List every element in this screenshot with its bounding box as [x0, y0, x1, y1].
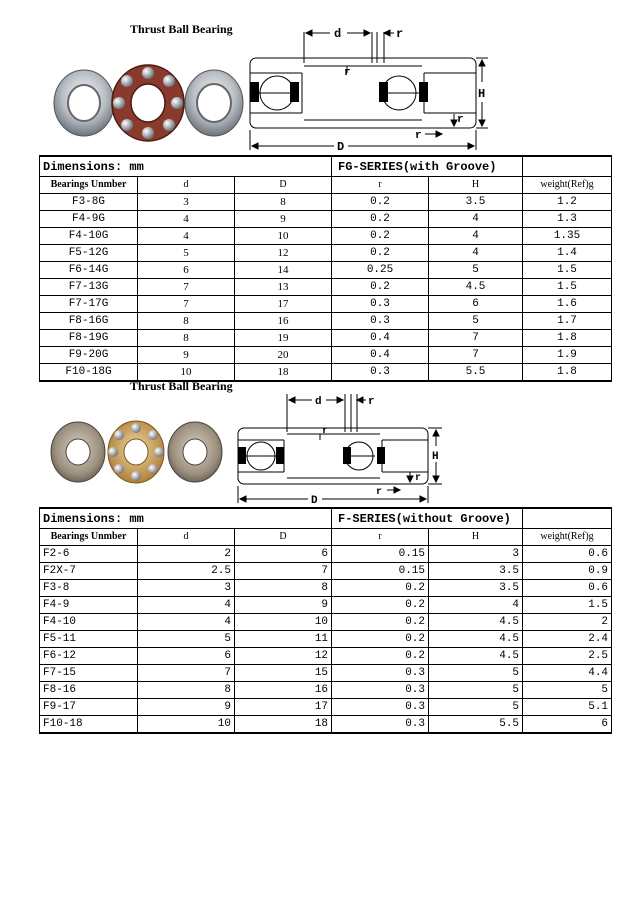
- table-cell: 2: [138, 546, 235, 563]
- column-header: d: [138, 177, 235, 194]
- table-row: [40, 631, 612, 648]
- fg-series-table: [39, 155, 612, 382]
- table-cell: 15: [235, 665, 332, 682]
- table-row: [40, 228, 612, 245]
- table-cell: 0.6: [523, 546, 612, 563]
- table-cell: 0.2: [332, 279, 429, 296]
- column-header: r: [332, 177, 429, 194]
- table-cell: 1.5: [523, 597, 612, 614]
- bearing-photo-with-groove: [50, 62, 246, 144]
- diagram-label-d: d: [334, 27, 342, 41]
- table-cell: 12: [235, 245, 332, 262]
- table-cell: 3: [138, 580, 235, 597]
- column-header-row: [40, 177, 612, 194]
- diagram-label-r: r: [368, 396, 375, 408]
- table-row: [40, 194, 612, 211]
- table-cell: 0.2: [332, 245, 429, 262]
- table-cell: 16: [235, 682, 332, 699]
- table-cell: 2.5: [523, 648, 612, 665]
- table-cell: 19: [235, 330, 332, 347]
- table-cell: 5: [523, 682, 612, 699]
- bearing-number-cell: F8-16: [40, 682, 138, 699]
- table-row: [40, 364, 612, 382]
- table-row: [40, 245, 612, 262]
- table-cell: 0.3: [332, 296, 429, 313]
- column-header-row: [40, 529, 612, 546]
- table-cell: 7: [138, 279, 235, 296]
- table-cell: 8: [138, 330, 235, 347]
- table-cell: 8: [138, 682, 235, 699]
- table-row: [40, 665, 612, 682]
- table-cell: 5: [138, 245, 235, 262]
- table-cell: 0.3: [332, 699, 429, 716]
- table-cell: 3.5: [429, 194, 523, 211]
- table-cell: 7: [138, 296, 235, 313]
- table-cell: 1.8: [523, 364, 612, 382]
- table-cell: 0.2: [332, 228, 429, 245]
- series-title: F-SERIES(without Groove): [332, 508, 523, 529]
- diagram-label-r: r: [376, 487, 383, 498]
- table-cell: 1.9: [523, 347, 612, 364]
- table-cell: 0.3: [332, 313, 429, 330]
- table-cell: 12: [235, 648, 332, 665]
- bearing-number-cell: F5-11: [40, 631, 138, 648]
- table-cell: 4: [429, 597, 523, 614]
- table-cell: 6: [429, 296, 523, 313]
- bearing-number-cell: F6-14G: [40, 262, 138, 279]
- table-row: [40, 682, 612, 699]
- dimensions-label: Dimensions: mm: [40, 508, 332, 529]
- table-cell: 18: [235, 716, 332, 734]
- table-cell: 6: [523, 716, 612, 734]
- table-cell: 4: [429, 228, 523, 245]
- table-cell: 14: [235, 262, 332, 279]
- diagram-label-r: r: [396, 27, 404, 41]
- table-cell: 0.3: [332, 665, 429, 682]
- diagram-label-r: r: [322, 426, 329, 437]
- table-cell: 9: [235, 597, 332, 614]
- table-cell: 0.4: [332, 347, 429, 364]
- column-header: d: [138, 529, 235, 546]
- column-header: H: [429, 177, 523, 194]
- bearing-number-cell: F4-10: [40, 614, 138, 631]
- bearing-photo-without-groove: [50, 414, 226, 490]
- table-cell: 0.2: [332, 631, 429, 648]
- table-cell: 1.35: [523, 228, 612, 245]
- table-cell: 1.8: [523, 330, 612, 347]
- table-cell: 1.3: [523, 211, 612, 228]
- table-cell: 5.1: [523, 699, 612, 716]
- table-row: [40, 648, 612, 665]
- table-cell: 0.2: [332, 597, 429, 614]
- table-cell: 4: [429, 245, 523, 262]
- table-cell: 17: [235, 296, 332, 313]
- table-cell: 0.15: [332, 563, 429, 580]
- diagram-label-D: D: [311, 495, 318, 506]
- table-cell: 2.4: [523, 631, 612, 648]
- table-row: [40, 580, 612, 597]
- table-cell: 0.9: [523, 563, 612, 580]
- table-cell: 10: [235, 228, 332, 245]
- column-header: D: [235, 529, 332, 546]
- table-cell: 1.2: [523, 194, 612, 211]
- table-cell: 9: [138, 347, 235, 364]
- table-cell: 7: [429, 347, 523, 364]
- bearing-dimension-diagram: [232, 388, 447, 506]
- empty-header-cell: [523, 508, 612, 529]
- table-cell: 17: [235, 699, 332, 716]
- table-cell: 4.5: [429, 279, 523, 296]
- table-cell: 8: [235, 194, 332, 211]
- table-cell: 1.5: [523, 262, 612, 279]
- table-cell: 0.3: [332, 716, 429, 734]
- series-title: FG-SERIES(with Groove): [332, 156, 523, 177]
- table-cell: 5.5: [429, 364, 523, 382]
- table-cell: 3: [429, 546, 523, 563]
- empty-header-cell: [523, 156, 612, 177]
- table-cell: 6: [138, 262, 235, 279]
- bearing-number-cell: F9-17: [40, 699, 138, 716]
- table-cell: 4: [138, 228, 235, 245]
- table-cell: 0.2: [332, 648, 429, 665]
- table-cell: 5.5: [429, 716, 523, 734]
- table-cell: 16: [235, 313, 332, 330]
- table-row: [40, 262, 612, 279]
- table-cell: 4: [138, 211, 235, 228]
- table-row: [40, 313, 612, 330]
- table-cell: 8: [235, 580, 332, 597]
- table-row: [40, 563, 612, 580]
- table-cell: 7: [138, 665, 235, 682]
- bearing-number-cell: F3-8: [40, 580, 138, 597]
- table-cell: 0.3: [332, 682, 429, 699]
- bearing-number-cell: F5-12G: [40, 245, 138, 262]
- table-cell: 1.6: [523, 296, 612, 313]
- bearing-number-cell: F10-18G: [40, 364, 138, 382]
- table-cell: 4.5: [429, 648, 523, 665]
- table-cell: 0.6: [523, 580, 612, 597]
- table-cell: 2: [523, 614, 612, 631]
- table-cell: 4: [138, 614, 235, 631]
- column-header: r: [332, 529, 429, 546]
- table-cell: 5: [429, 262, 523, 279]
- column-header: D: [235, 177, 332, 194]
- table-cell: 6: [235, 546, 332, 563]
- table-cell: 0.25: [332, 262, 429, 279]
- diagram-label-r: r: [457, 114, 464, 126]
- table-cell: 1.7: [523, 313, 612, 330]
- bearing-number-cell: F7-13G: [40, 279, 138, 296]
- table-cell: 10: [138, 716, 235, 734]
- column-header: weight(Ref)g: [523, 177, 612, 194]
- table-cell: 0.4: [332, 330, 429, 347]
- table-cell: 9: [235, 211, 332, 228]
- table-row: [40, 347, 612, 364]
- bearing-dimension-diagram: [242, 18, 494, 152]
- table-cell: 5: [429, 313, 523, 330]
- table-cell: 7: [235, 563, 332, 580]
- table-row: [40, 699, 612, 716]
- bearing-number-cell: F7-15: [40, 665, 138, 682]
- table-cell: 0.2: [332, 614, 429, 631]
- table-cell: 1.4: [523, 245, 612, 262]
- table-row: [40, 296, 612, 313]
- dimensions-label: Dimensions: mm: [40, 156, 332, 177]
- bearing-number-cell: F2-6: [40, 546, 138, 563]
- diagram-label-r: r: [415, 473, 422, 484]
- bearing-number-cell: F4-9: [40, 597, 138, 614]
- table-cell: 2.5: [138, 563, 235, 580]
- table-cell: 4.5: [429, 614, 523, 631]
- bearing-number-cell: F3-8G: [40, 194, 138, 211]
- bearing-number-cell: F10-18: [40, 716, 138, 734]
- diagram-label-d: d: [315, 396, 322, 408]
- table-row: [40, 211, 612, 228]
- table-row: [40, 597, 612, 614]
- table-cell: 5: [429, 665, 523, 682]
- bearing-number-cell: F7-17G: [40, 296, 138, 313]
- table-cell: 0.15: [332, 546, 429, 563]
- table-cell: 20: [235, 347, 332, 364]
- diagram-label-h: H: [478, 87, 486, 101]
- table-row: [40, 279, 612, 296]
- bearing-number-cell: F2X-7: [40, 563, 138, 580]
- table-cell: 11: [235, 631, 332, 648]
- table-cell: 4.4: [523, 665, 612, 682]
- table-row: [40, 330, 612, 347]
- table-cell: 9: [138, 699, 235, 716]
- table-cell: 5: [429, 682, 523, 699]
- table-row: [40, 614, 612, 631]
- section-title: Thrust Ball Bearing: [130, 379, 233, 393]
- column-header: weight(Ref)g: [523, 529, 612, 546]
- table-row: [40, 716, 612, 734]
- table-cell: 5: [138, 631, 235, 648]
- table-cell: 0.3: [332, 364, 429, 382]
- table-cell: 1.5: [523, 279, 612, 296]
- table-cell: 0.2: [332, 194, 429, 211]
- bearing-number-cell: F6-12: [40, 648, 138, 665]
- section-title: Thrust Ball Bearing: [130, 22, 233, 36]
- table-cell: 10: [138, 364, 235, 382]
- table-cell: 4.5: [429, 631, 523, 648]
- diagram-label-h: H: [432, 451, 439, 463]
- column-header: H: [429, 529, 523, 546]
- table-cell: 3.5: [429, 580, 523, 597]
- table-cell: 18: [235, 364, 332, 382]
- bearing-number-cell: F9-20G: [40, 347, 138, 364]
- table-cell: 0.2: [332, 211, 429, 228]
- diagram-label-D: D: [337, 140, 345, 152]
- f-series-table: [39, 507, 612, 734]
- diagram-label-r: r: [344, 67, 351, 79]
- table-cell: 4: [138, 597, 235, 614]
- table-cell: 0.2: [332, 580, 429, 597]
- table-cell: 3: [138, 194, 235, 211]
- table-cell: 3.5: [429, 563, 523, 580]
- table-row: [40, 546, 612, 563]
- table-cell: 7: [429, 330, 523, 347]
- table-cell: 5: [429, 699, 523, 716]
- table-cell: 13: [235, 279, 332, 296]
- bearing-number-cell: F8-16G: [40, 313, 138, 330]
- bearing-number-cell: F8-19G: [40, 330, 138, 347]
- table-cell: 6: [138, 648, 235, 665]
- bearing-number-cell: F4-9G: [40, 211, 138, 228]
- column-header: Bearings Unmber: [40, 529, 138, 546]
- table-cell: 8: [138, 313, 235, 330]
- table-cell: 10: [235, 614, 332, 631]
- diagram-label-r: r: [415, 130, 422, 142]
- table-cell: 4: [429, 211, 523, 228]
- bearing-number-cell: F4-10G: [40, 228, 138, 245]
- column-header: Bearings Unmber: [40, 177, 138, 194]
